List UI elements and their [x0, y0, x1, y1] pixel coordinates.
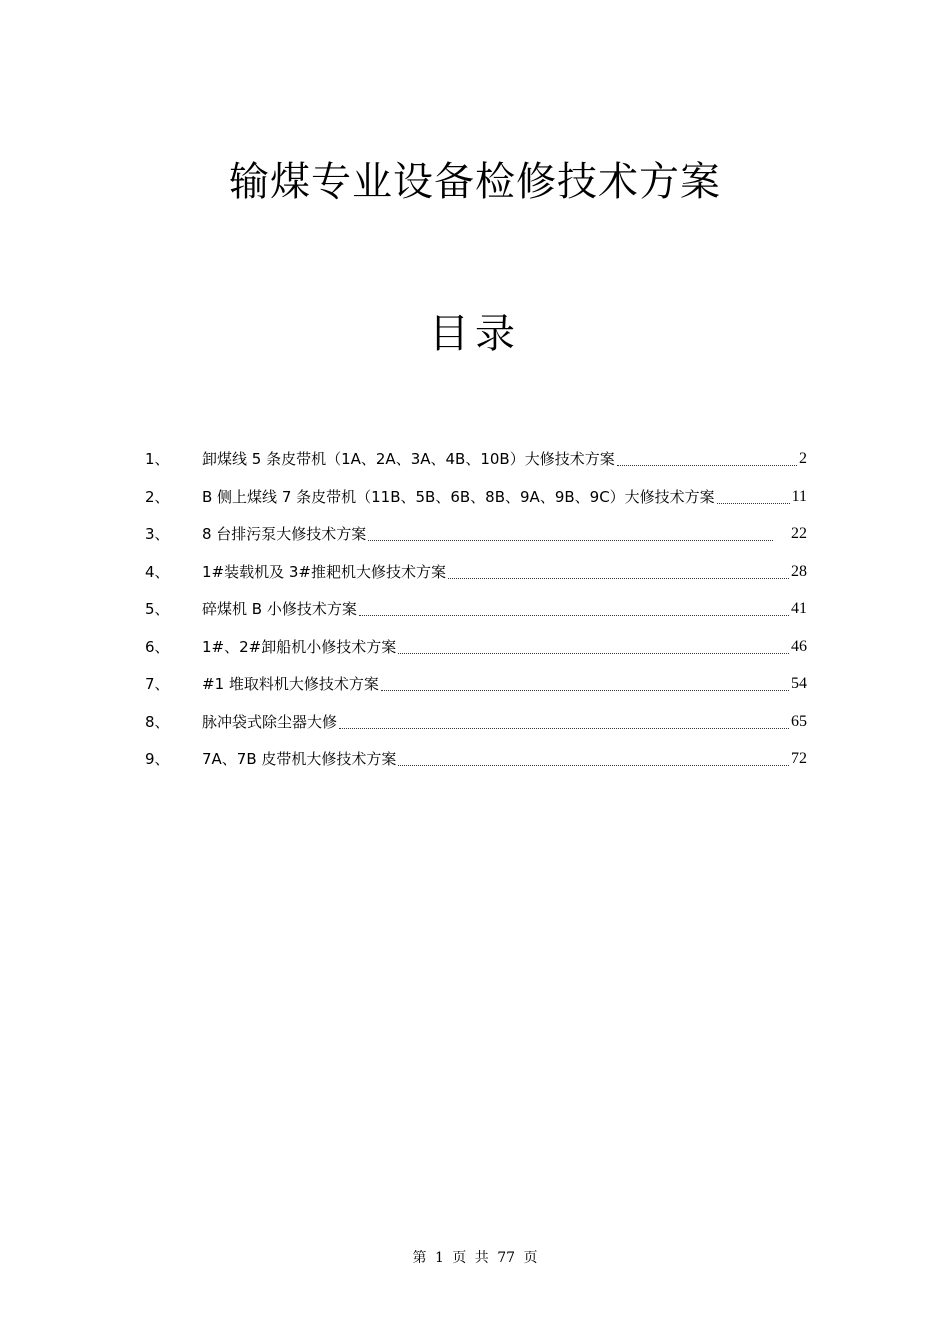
toc-entry-number: 1、: [145, 450, 170, 468]
toc-entry-7[interactable]: [145, 671, 807, 709]
toc-entry-number: 7、: [145, 675, 170, 693]
toc-entry-number: 8、: [145, 712, 170, 731]
toc-entry-1[interactable]: [145, 446, 807, 484]
toc-entry-page: 72: [791, 750, 807, 767]
toc-entry-text: 7A、7B 皮带机大修技术方案: [202, 750, 397, 768]
toc-entry-text: #1 堆取料机大修技术方案: [202, 675, 379, 693]
toc-dot-leader: [381, 671, 789, 691]
toc-entry-2[interactable]: [145, 484, 807, 522]
toc-entry-page: 41: [791, 600, 807, 617]
toc-entry-text: 碎煤机 B 小修技术方案: [202, 600, 357, 618]
toc-entry-page: 11: [791, 487, 807, 505]
toc-entry-number: 5、: [145, 600, 170, 618]
toc-entry-text: B 侧上煤线 7 条皮带机（11B、5B、6B、8B、9A、9B、9C）大修技术方案: [202, 487, 715, 506]
toc-heading: 目录: [429, 311, 521, 357]
toc-entry-6[interactable]: [145, 634, 807, 672]
toc-dot-leader: [398, 746, 789, 766]
toc-entry-text: 脉冲袋式除尘器大修: [202, 712, 338, 731]
toc-entry-number: 3、: [145, 525, 170, 543]
toc-entry-4[interactable]: [145, 559, 807, 597]
toc-entry-number: 2、: [145, 487, 170, 506]
toc-entry-number: 4、: [145, 562, 170, 581]
toc-dot-leader: [368, 521, 773, 541]
toc-entry-8[interactable]: [145, 709, 807, 747]
toc-entry-page: 54: [791, 675, 807, 692]
toc-dot-leader: [617, 446, 797, 466]
toc-entry-text: 卸煤线 5 条皮带机（1A、2A、3A、4B、10B）大修技术方案: [202, 450, 615, 468]
toc-entry-text: 8 台排污泵大修技术方案: [202, 525, 367, 543]
toc-dot-leader: [717, 484, 790, 504]
page-footer: 第 1 页 共 77 页: [412, 1250, 538, 1266]
toc-entry-page: 2: [799, 450, 807, 467]
table-of-contents: [145, 446, 807, 784]
toc-entry-3[interactable]: [145, 521, 807, 559]
toc-entry-page: 22: [791, 525, 807, 542]
toc-entry-number: 6、: [145, 637, 170, 656]
toc-entry-number: 9、: [145, 750, 170, 768]
toc-entry-text: 1#装载机及 3#推耙机大修技术方案: [202, 562, 446, 581]
toc-dot-leader: [339, 709, 789, 729]
toc-entry-5[interactable]: [145, 596, 807, 634]
toc-entry-page: 28: [791, 562, 807, 580]
toc-dot-leader: [448, 559, 789, 579]
toc-dot-leader: [359, 596, 789, 616]
toc-dot-leader: [398, 634, 789, 654]
document-title: 输煤专业设备检修技术方案: [229, 159, 721, 205]
toc-entry-text: 1#、2#卸船机小修技术方案: [202, 637, 397, 656]
toc-entry-page: 65: [791, 712, 807, 730]
toc-entry-page: 46: [791, 637, 807, 655]
toc-entry-9[interactable]: [145, 746, 807, 784]
